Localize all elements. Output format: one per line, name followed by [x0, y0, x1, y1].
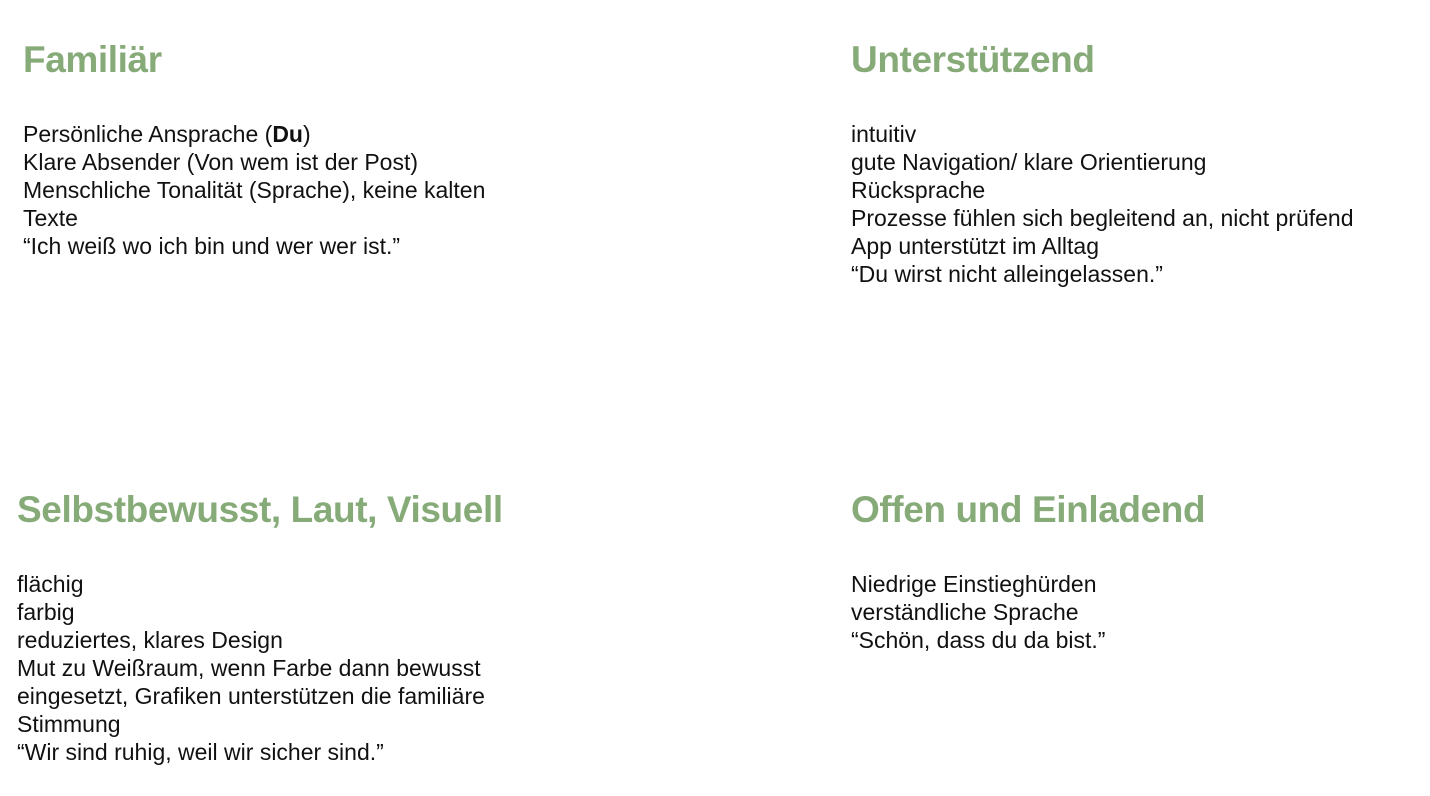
- list-item: Stimmung: [17, 711, 121, 737]
- list-item: Mut zu Weißraum, wenn Farbe dann bewusst: [17, 655, 481, 681]
- section-familiar: [23, 38, 583, 260]
- section-title: Familiär: [23, 39, 162, 80]
- list-item: App unterstützt im Alltag: [851, 233, 1100, 259]
- section-title: Selbstbewusst, Laut, Visuell: [17, 489, 503, 530]
- attribute-list: [851, 120, 1421, 288]
- section-supportive: [851, 38, 1421, 288]
- section-title: Offen und Einladend: [851, 489, 1206, 530]
- list-item: [23, 120, 583, 148]
- line-text: ): [302, 121, 311, 147]
- section-open: [851, 488, 1421, 654]
- emphasis-text: Du: [272, 121, 303, 147]
- list-item: flächig: [17, 571, 84, 597]
- list-item: verständliche Sprache: [851, 599, 1079, 625]
- quote: “Schön, dass du da bist.”: [851, 627, 1106, 653]
- list-item: Rücksprache: [851, 177, 986, 203]
- list-item: intuitiv: [851, 121, 917, 147]
- attribute-list: [851, 570, 1421, 654]
- list-item: Niedrige Einstieghürden: [851, 571, 1097, 597]
- list-item: Prozesse fühlen sich begleitend an, nicht prüfend: [851, 205, 1354, 231]
- list-item: Klare Absender (Von wem ist der Post): [23, 149, 419, 175]
- quote: “Ich weiß wo ich bin und wer wer ist.”: [23, 233, 401, 259]
- list-item: reduziertes, klares Design: [17, 627, 283, 653]
- list-item: Texte: [23, 205, 78, 231]
- section-confident: [17, 488, 583, 766]
- section-title: Unterstützend: [851, 39, 1095, 80]
- list-item: Menschliche Tonalität (Sprache), keine kalten: [23, 177, 486, 203]
- list-item: farbig: [17, 599, 75, 625]
- list-item: gute Navigation/ klare Orientierung: [851, 149, 1207, 175]
- line-text: Persönliche Ansprache (: [23, 121, 273, 147]
- attribute-list: [17, 570, 583, 766]
- quote: “Du wirst nicht alleingelassen.”: [851, 261, 1163, 287]
- attribute-list: [23, 120, 583, 260]
- quote: “Wir sind ruhig, weil wir sicher sind.”: [17, 739, 384, 765]
- list-item: eingesetzt, Grafiken unterstützen die familiäre: [17, 683, 485, 709]
